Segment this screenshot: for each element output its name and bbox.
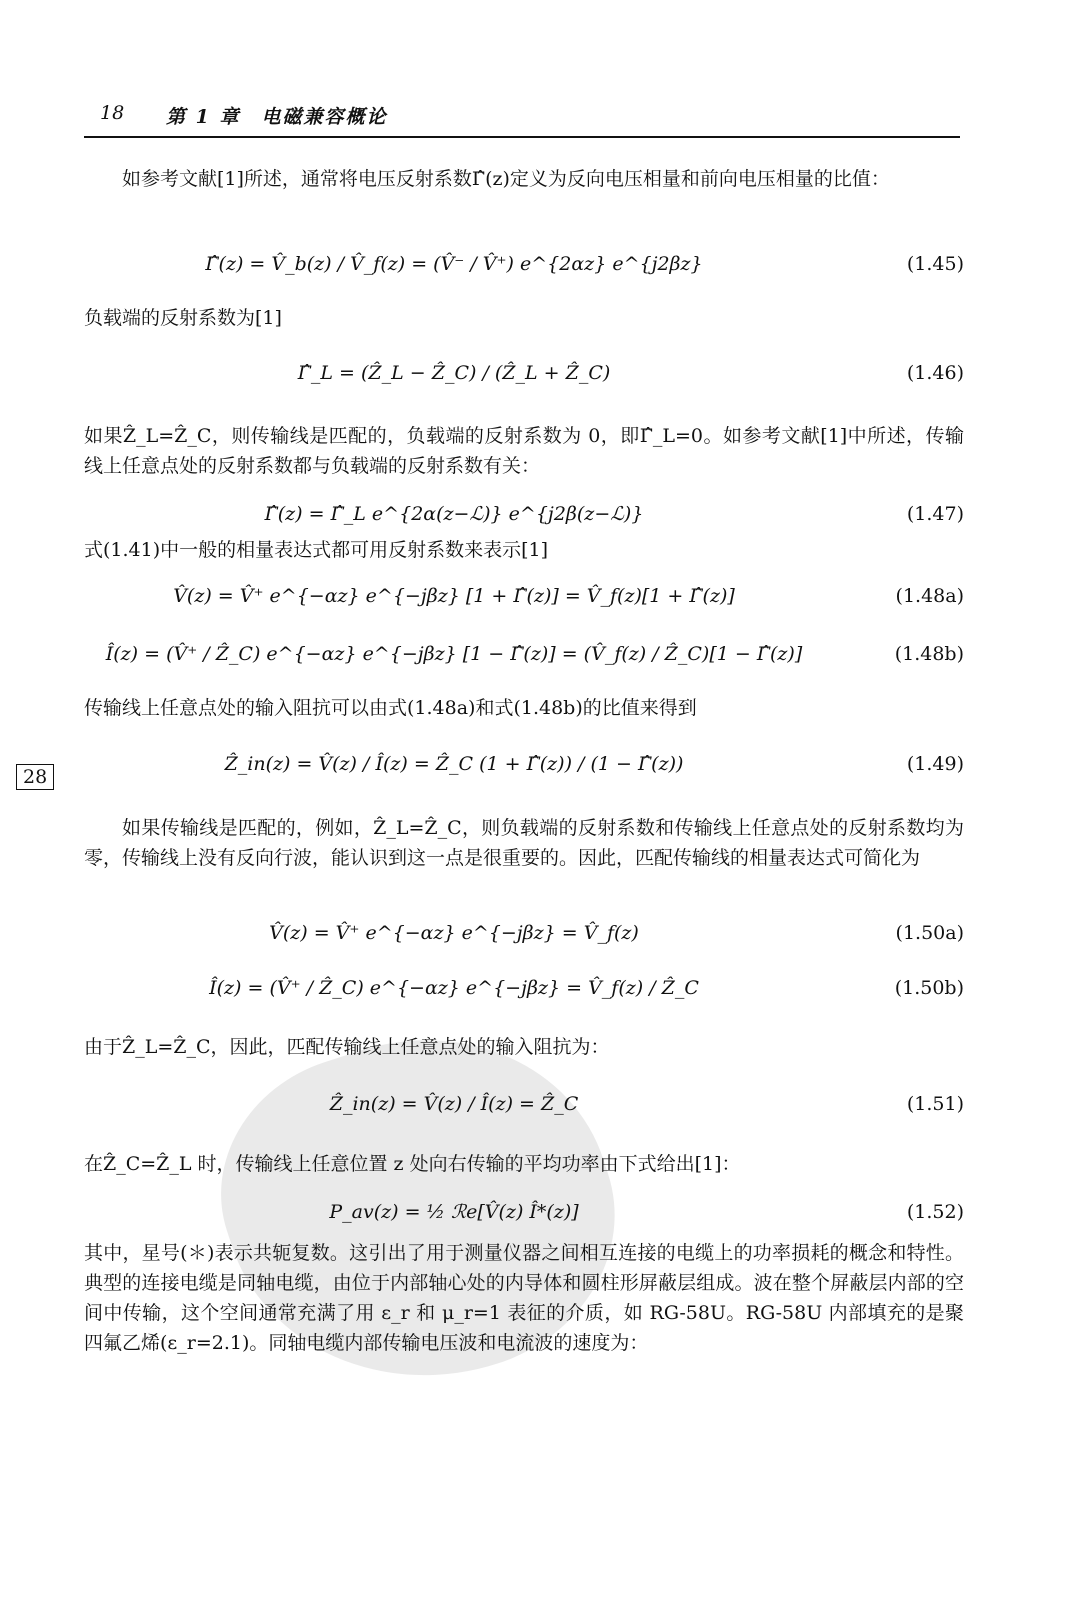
- page-number: 18: [100, 102, 125, 124]
- paragraph-matched-simplification: 如果传输线是匹配的，例如，Ẑ_L=Ẑ_C，则负载端的反射系数和传输线上任意点处的反射系数均为零，传输线上没有反向行波，能认识到这一点是很重要的。因此，匹配传输线的相量表达式可简化为: [84, 817, 964, 869]
- chapter-title: 第 1 章 电磁兼容概论: [166, 106, 388, 128]
- paragraph-matched-impedance: 由于Ẑ_L=Ẑ_C，因此，匹配传输线上任意点处的输入阻抗为：: [84, 1036, 610, 1058]
- equation-1-52: [84, 1182, 964, 1242]
- equation-expression: P_av(z) = ½ ℛe[V̂(z) Î*(z)]: [329, 1201, 579, 1223]
- paragraph-phasor-expressions: 式(1.41)中一般的相量表达式都可用反射系数来表示[1]: [84, 539, 549, 561]
- equation-number: (1.50a): [895, 922, 964, 944]
- paragraph-average-power: 在Ẑ_C=Ẑ_L 时，传输线上任意位置 z 处向右传输的平均功率由下式给出[1]：: [84, 1153, 741, 1175]
- equation-1-50b: [84, 958, 964, 1018]
- equation-expression: V̂(z) = V̂⁺ e^{−αz} e^{−jβz} = V̂_f(z): [269, 922, 639, 944]
- running-header: [84, 96, 960, 138]
- equation-expression: Ẑ_in(z) = V̂(z) / Î(z) = Ẑ_C: [329, 1093, 579, 1115]
- paragraph-reflection-definition: 如参考文献[1]所述，通常将电压反射系数Γ̂(z)定义为反向电压相量和前向电压相量的比值：: [122, 168, 890, 190]
- equation-number: (1.50b): [894, 977, 964, 999]
- equation-number: (1.47): [906, 503, 964, 525]
- equation-1-50a: [84, 903, 964, 963]
- equation-number: (1.45): [906, 253, 964, 275]
- paragraph-load-reflection: 负载端的反射系数为[1]: [84, 307, 282, 329]
- equation-1-46: [84, 343, 964, 403]
- equation-number: (1.49): [906, 753, 964, 775]
- equation-1-51: [84, 1074, 964, 1134]
- equation-expression: Γ̂_L = (Ẑ_L − Ẑ_C) / (Ẑ_L + Ẑ_C): [297, 362, 611, 384]
- equation-number: (1.48b): [894, 643, 964, 665]
- equation-expression: Γ̂(z) = Γ̂_L e^{2α(z−ℒ)} e^{j2β(z−ℒ)}: [264, 503, 644, 525]
- equation-expression: V̂(z) = V̂⁺ e^{−αz} e^{−jβz} [1 + Γ̂(z)] = V̂_f(z)[1 + Γ̂(z)]: [173, 585, 735, 607]
- equation-number: (1.51): [906, 1093, 964, 1115]
- paragraph-matched-line: 如果Ẑ_L=Ẑ_C，则传输线是匹配的，负载端的反射系数为 0，即Γ̂_L=0。如参考文献[1]中所述，传输线上任意点处的反射系数都与负载端的反射系数有关：: [84, 425, 964, 477]
- paragraph-coaxial-cable: 其中，星号(＊)表示共轭复数。这引出了用于测量仪器之间相互连接的电缆上的功率损耗的概念和特性。典型的连接电缆是同轴电缆，由位于内部轴心处的内导体和圆柱形屏蔽层组成。波在整个屏蔽层内部的空间中传输，这个空间通常充满了用 ε_r 和 μ_r=1 表征的介质，如 RG-58U。RG-58U 内部填充的是聚四氟乙烯(ε_r=2.1)。同轴电缆内部传输电压波和电流波的速度为：: [84, 1242, 964, 1354]
- original-page-marker: 28: [16, 764, 54, 790]
- equation-1-49: [84, 734, 964, 794]
- equation-expression: Ẑ_in(z) = V̂(z) / Î(z) = Ẑ_C (1 + Γ̂(z)) / (1 − Γ̂(z)): [224, 753, 684, 775]
- equation-expression: Γ̂(z) = V̂_b(z) / V̂_f(z) = (V̂⁻ / V̂⁺) e^{2αz} e^{j2βz}: [205, 253, 703, 275]
- equation-1-48a: [84, 566, 964, 626]
- equation-number: (1.46): [906, 362, 964, 384]
- equation-expression: Î(z) = (V̂⁺ / Ẑ_C) e^{−αz} e^{−jβz} = V̂_f(z) / Ẑ_C: [209, 977, 699, 999]
- equation-1-45: [84, 234, 964, 294]
- paragraph-input-impedance: 传输线上任意点处的输入阻抗可以由式(1.48a)和式(1.48b)的比值来得到: [84, 697, 697, 719]
- equation-number: (1.48a): [895, 585, 964, 607]
- equation-number: (1.52): [906, 1201, 964, 1223]
- equation-expression: Î(z) = (V̂⁺ / Ẑ_C) e^{−αz} e^{−jβz} [1 − Γ̂(z)] = (V̂_f(z) / Ẑ_C)[1 − Γ̂(z)]: [105, 643, 803, 665]
- equation-1-48b: [84, 624, 964, 684]
